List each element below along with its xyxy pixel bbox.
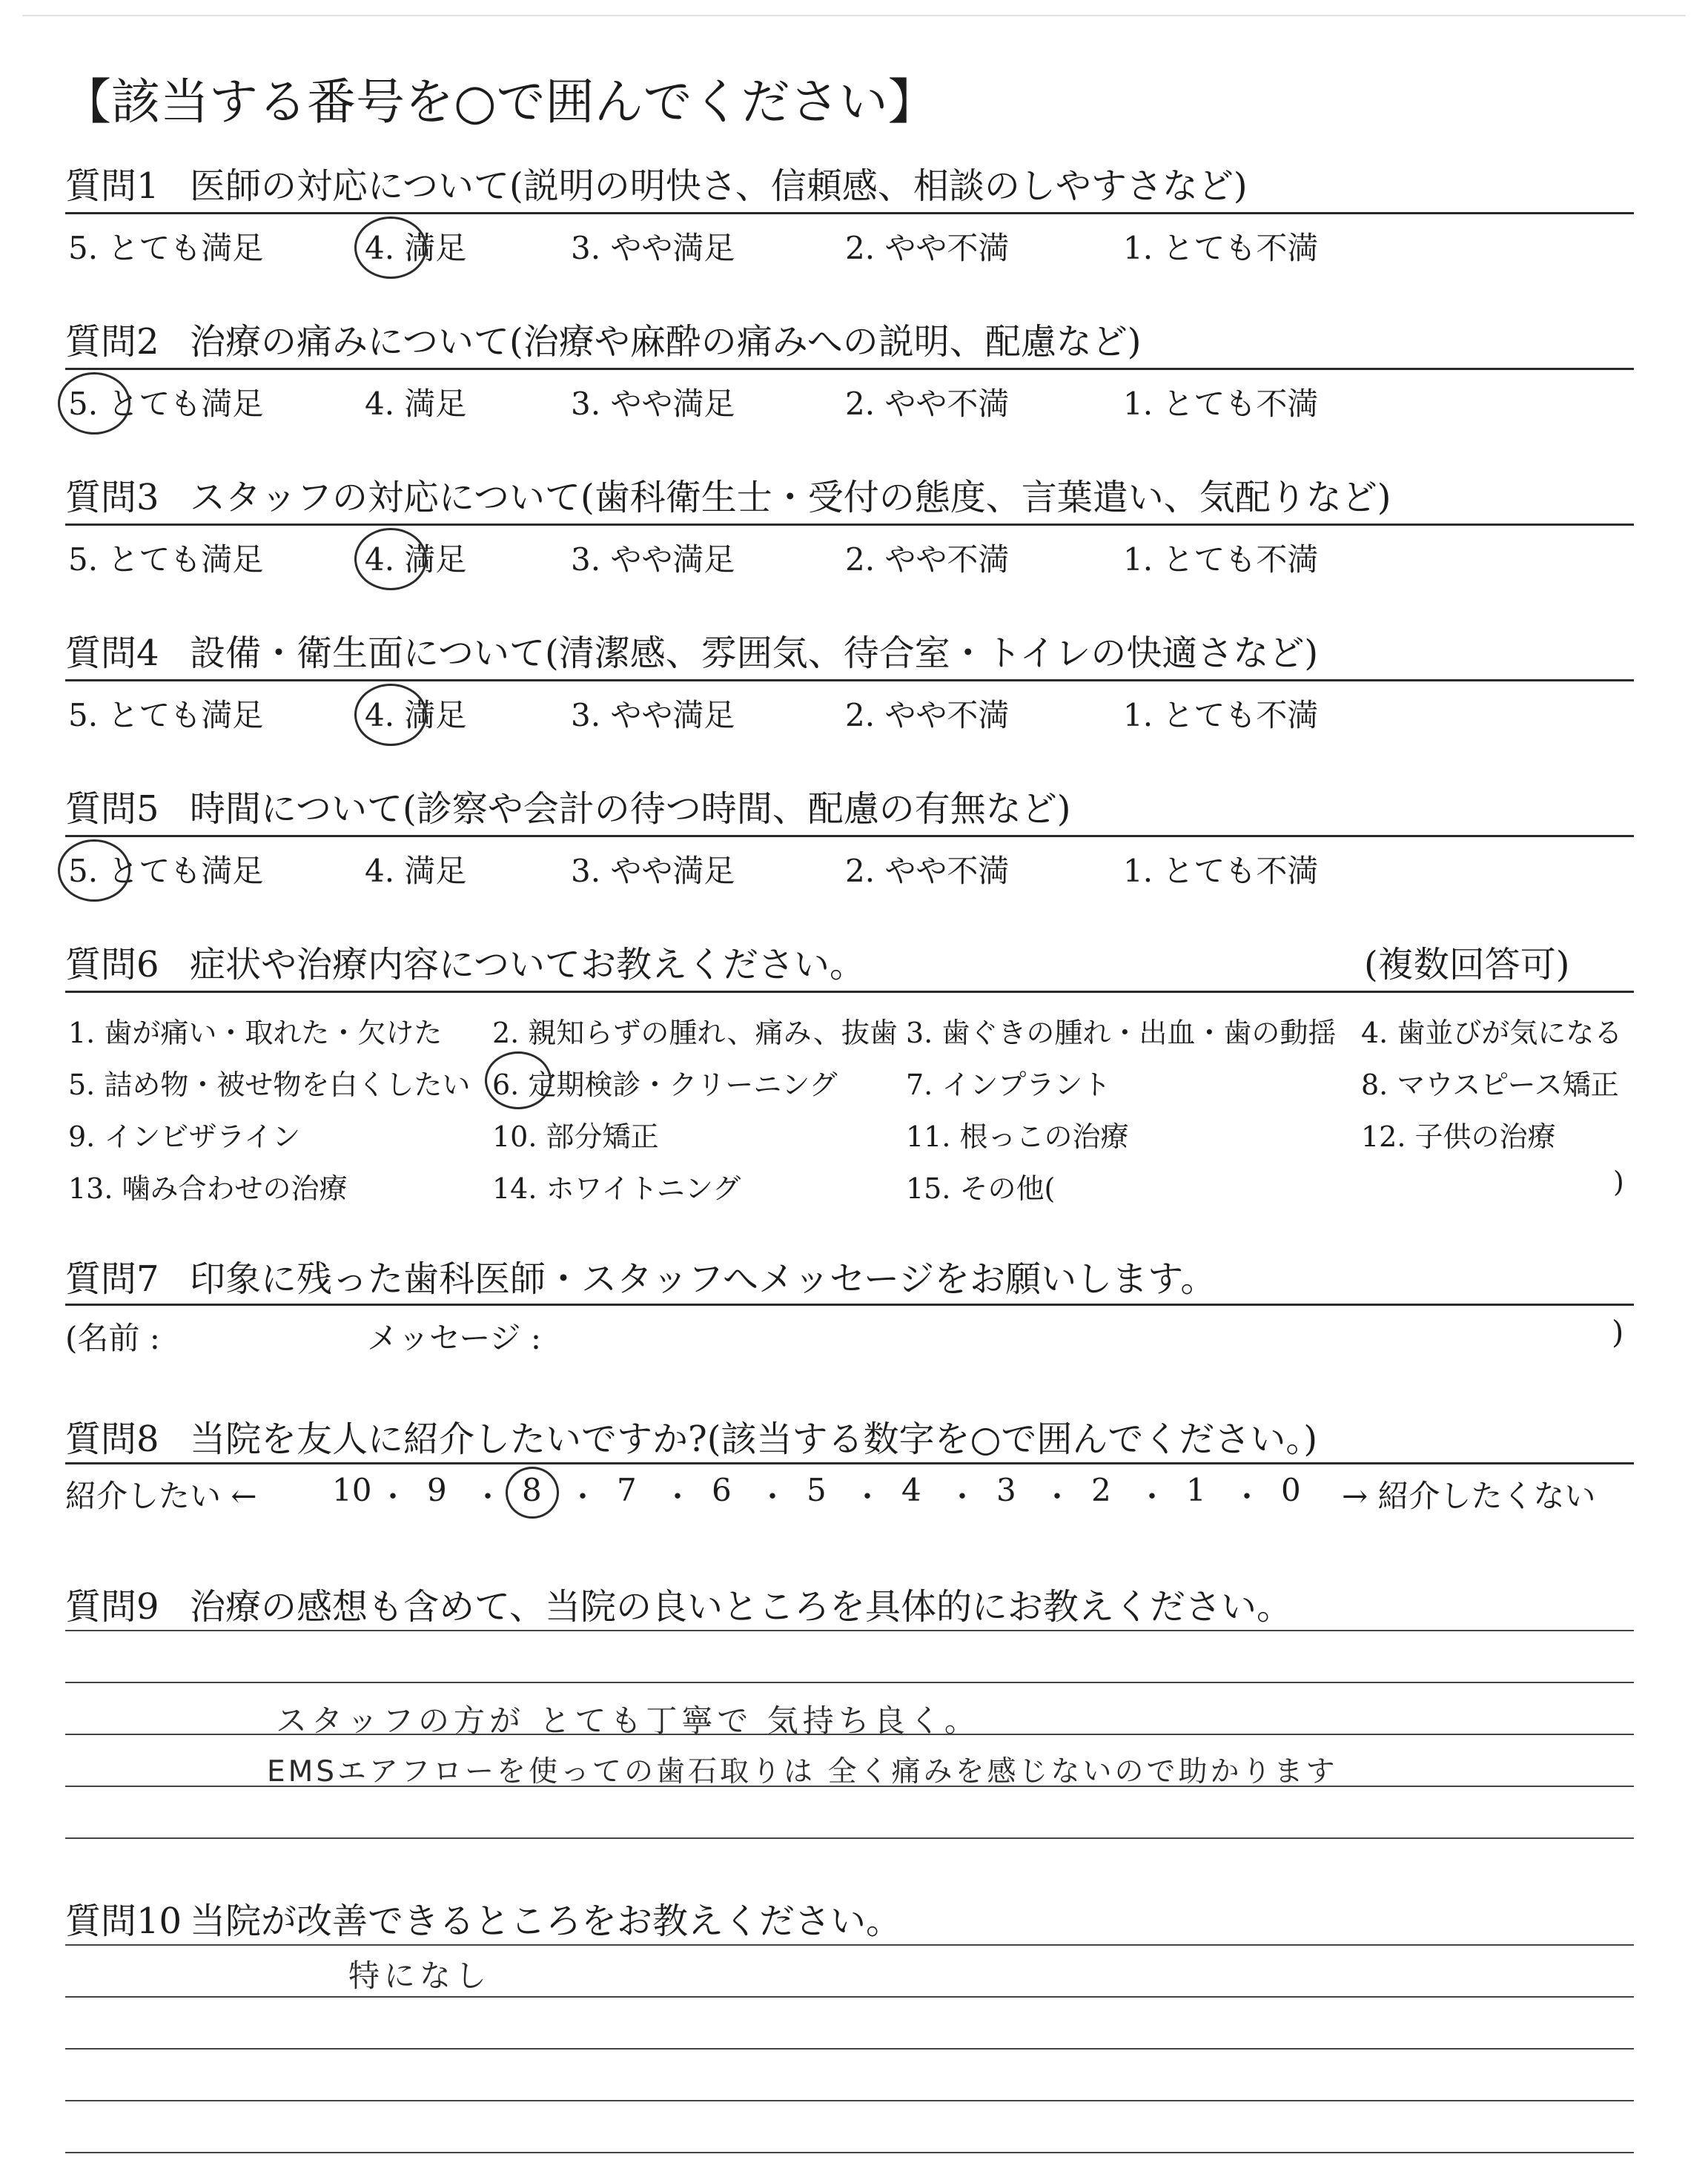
q8-separator: ・ [853,1480,882,1514]
q6-selected-circle [485,1051,552,1109]
q3-option-2: 2. やや不満 [845,541,1010,578]
q1-option-2: 2. やや不満 [845,230,1010,266]
q1-option-3: 3. やや満足 [571,230,735,266]
q1-title [65,157,1248,208]
q5-option-2: 2. やや不満 [845,853,1010,889]
q4-label: 質問4 [65,633,159,674]
q10-title [65,1892,901,1943]
q7-name-label: (名前 : [65,1320,160,1356]
q3-option-4: 4. 満足 [365,541,467,578]
q4-text: 設備・衛生面について(清潔感、雰囲気、待合室・トイレの快適さなど) [190,633,1319,674]
q1-selected-circle [354,217,427,279]
q8-separator: ・ [663,1480,692,1514]
q7-label: 質問7 [65,1258,159,1300]
q1-option-5: 5. とても満足 [68,230,264,266]
q8-separator: ・ [1042,1480,1072,1514]
q6-option-9: 9. インビザライン [68,1120,301,1153]
q8-title [65,1410,1317,1462]
q8-separator: ・ [568,1480,598,1514]
q10-line-1 [65,1944,1634,1946]
q1-option-4: 4. 満足 [365,230,467,266]
q2-label: 質問2 [65,321,159,363]
q9-title [65,1578,1292,1629]
q7-message-label: メッセージ : [367,1320,541,1356]
q5-option-1: 1. とても不満 [1123,853,1319,889]
q9-text: 治療の感想も含めて、当院の良いところを具体的にお教えください。 [190,1586,1293,1628]
q8-separator: ・ [473,1480,503,1514]
q2-option-2: 2. やや不満 [845,386,1010,422]
q3-text: スタッフの対応について(歯科衛生士・受付の態度、言葉遣い、気配りなど) [190,477,1391,518]
q9-line-2 [65,1682,1634,1683]
q7-rule [65,1304,1634,1306]
q6-option-11: 11. 根っこの治療 [906,1120,1129,1153]
q9-line-1 [65,1630,1634,1631]
q8-separator: ・ [1232,1480,1262,1514]
q8-scale-10: 10 [332,1472,372,1508]
q5-title [65,780,1071,831]
q6-option-10: 10. 部分矯正 [492,1120,659,1153]
q2-rule [65,368,1634,370]
q2-option-4: 4. 満足 [365,386,467,422]
q2-text: 治療の痛みについて(治療や麻酔の痛みへの説明、配慮など) [190,321,1142,363]
q8-separator: ・ [378,1480,408,1514]
q4-option-4: 4. 満足 [365,697,467,733]
q8-scale-8: 8 [522,1472,542,1508]
q8-scale-1: 1 [1186,1472,1206,1508]
q9-label: 質問9 [65,1586,159,1628]
q6-label: 質問6 [65,944,159,985]
q9-answer-line-1: スタッフの方が とても丁寧で 気持ち良く。 [276,1702,980,1739]
q8-selected-circle [506,1467,559,1519]
q6-note: (複数回答可) [1364,944,1570,985]
q8-right-label: → 紹介したくない [1342,1478,1596,1514]
q6-option-8: 8. マウスピース矯正 [1361,1069,1619,1101]
q8-text: 当院を友人に紹介したいですか?(該当する数字を○で囲んでください。) [190,1418,1318,1460]
q6-option-3: 3. 歯ぐきの腫れ・出血・歯の動揺 [906,1017,1337,1049]
q8-scale-9: 9 [427,1472,447,1508]
q7-close-paren: ) [1612,1314,1624,1350]
q4-option-2: 2. やや不満 [845,697,1010,733]
q6-option-1: 1. 歯が痛い・取れた・欠けた [68,1017,443,1049]
instruction-header: 【該当する番号を○で囲んでください】 [62,73,937,131]
q8-separator: ・ [758,1480,787,1514]
q6-option-13: 13. 噛み合わせの治療 [68,1172,348,1205]
q6-option-15: 15. その他( [906,1172,1056,1205]
q8-scale-6: 6 [712,1472,732,1508]
q10-line-4 [65,2100,1634,2101]
q6-option-4: 4. 歯並びが気になる [1361,1017,1623,1049]
q8-left-label: 紹介したい ← [65,1478,257,1514]
q5-label: 質問5 [65,788,159,830]
q2-option-1: 1. とても不満 [1123,386,1319,422]
q6-rule [65,991,1634,993]
q6-text: 症状や治療内容についてお教えください。 [190,944,866,985]
q8-separator: ・ [1137,1480,1167,1514]
q6-option-16: ) [1613,1166,1624,1198]
q10-text: 当院が改善できるところをお教えください。 [190,1900,902,1942]
q4-option-5: 5. とても満足 [68,697,264,733]
q6-option-2: 2. 親知らずの腫れ、痛み、抜歯 [492,1017,898,1049]
q1-rule [65,212,1634,214]
q3-option-3: 3. やや満足 [571,541,735,578]
q5-option-4: 4. 満足 [365,853,467,889]
q5-selected-circle [58,839,130,902]
q4-option-3: 3. やや満足 [571,697,735,733]
q4-rule [65,679,1634,681]
q10-label: 質問10 [65,1900,182,1942]
q6-title [65,936,865,987]
q3-label: 質問3 [65,477,159,518]
q8-label: 質問8 [65,1418,159,1460]
q8-scale-7: 7 [617,1472,637,1508]
q7-title [65,1250,1216,1301]
q5-text: 時間について(診察や会計の待つ時間、配慮の有無など) [190,788,1071,830]
q7-text: 印象に残った歯科医師・スタッフへメッセージをお願いします。 [190,1258,1217,1300]
q4-option-1: 1. とても不満 [1123,697,1319,733]
q3-title [65,469,1391,520]
q5-option-3: 3. やや満足 [571,853,735,889]
q4-title [65,624,1318,676]
q6-option-6: 6. 定期検診・クリーニング [492,1069,838,1101]
q1-label: 質問1 [65,165,159,207]
q5-rule [65,835,1634,837]
q8-rule [65,1462,1634,1464]
q5-option-5: 5. とても満足 [68,853,264,889]
page-top-edge [22,15,1686,16]
q8-scale-2: 2 [1091,1472,1111,1508]
q6-option-14: 14. ホワイトニング [492,1172,741,1205]
q2-title [65,313,1142,364]
q8-scale-3: 3 [996,1472,1016,1508]
q9-answer-line-2: EMSエアフローを使っての歯石取りは 全く痛みを感じないので助かります [267,1755,1338,1789]
q10-line-5 [65,2152,1634,2153]
q10-answer: 特になし [348,1958,491,1994]
q10-line-3 [65,2048,1634,2050]
q3-option-1: 1. とても不満 [1123,541,1319,578]
q8-scale-0: 0 [1281,1472,1301,1508]
q9-line-5 [65,1837,1634,1839]
q3-option-5: 5. とても満足 [68,541,264,578]
q8-separator: ・ [947,1480,977,1514]
q2-option-5: 5. とても満足 [68,386,264,422]
q8-scale-4: 4 [901,1472,921,1508]
q4-selected-circle [354,684,427,746]
q6-option-12: 12. 子供の治療 [1361,1120,1556,1153]
q8-scale-5: 5 [807,1472,827,1508]
q3-selected-circle [354,528,427,590]
q2-selected-circle [58,372,130,435]
q1-option-1: 1. とても不満 [1123,230,1319,266]
q6-option-5: 5. 詰め物・被せ物を白くしたい [68,1069,471,1101]
q6-option-7: 7. インプラント [906,1069,1111,1101]
q10-line-2 [65,1996,1634,1998]
q1-text: 医師の対応について(説明の明快さ、信頼感、相談のしやすさなど) [190,165,1248,207]
q2-option-3: 3. やや満足 [571,386,735,422]
q3-rule [65,524,1634,526]
